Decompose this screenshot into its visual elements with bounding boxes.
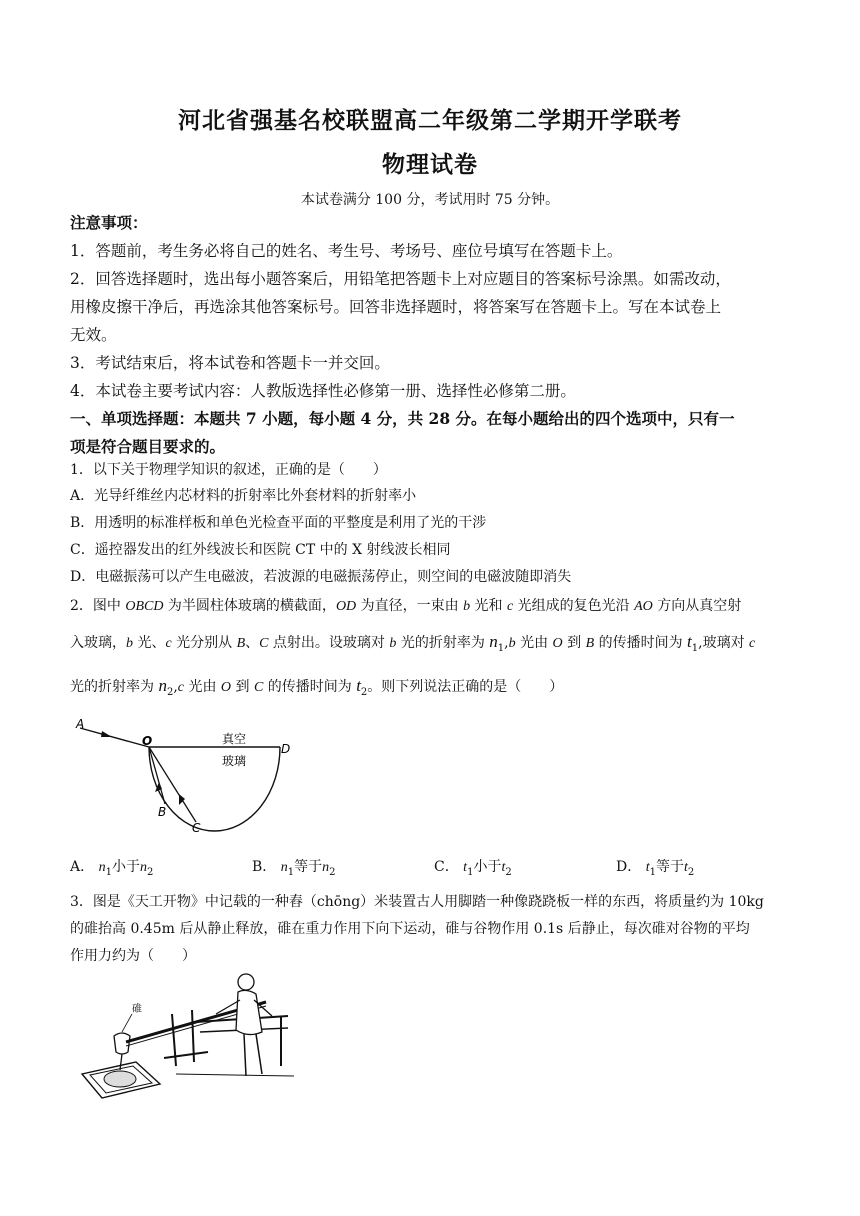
grain-bowl [104,1071,136,1087]
q2-option-c: C． $t_1$小于$t_2$ [434,859,512,878]
frame-post [172,1014,176,1066]
label-vacuum: 真空 [222,732,247,746]
label-pointer [122,1014,132,1032]
q1-stem: 1．以下关于物理学知识的叙述，正确的是（ ） [70,462,387,478]
notice-item: 1．答题前，考生务必将自己的姓名、考生号、考场号、座位号填写在答题卡上。 [70,242,623,260]
ground-line [176,1074,294,1076]
notice-item: 无效。 [70,326,117,344]
q2-option-b: B． $n_1$等于$n_2$ [252,859,336,878]
section-heading: 一、单项选择题：本题共 7 小题，每小题 4 分，共 28 分。在每小题给出的四个选项中，只有一 [70,409,735,428]
q1-option-c: C．遥控器发出的红外线波长和医院 CT 中的 X 射线波长相同 [70,542,451,558]
point-label-d: D [281,742,291,756]
q3-stem-line1: 3．图是《天工开物》中记载的一种舂（chōng）米装置古人用脚踏一种像跷跷板一样的东西，将质量约为 10kg [70,894,764,910]
exam-info: 本试卷满分 100 分，考试用时 75 分钟。 [300,192,560,208]
notice-heading: 注意事项： [70,213,148,232]
q2-stem-line3: 光的折射率为 $n_2,c$ 光由 O 到 C 的传播时间为 $t_2$。则下列说法正确的是（ ） [70,676,564,698]
rice-pounder-illustration [76,966,296,1104]
point-label-o: O [142,734,153,748]
q3-stem-line2: 的碓抬高 0.45m 后从静止释放，碓在重力作用下向下运动，碓与谷物作用 0.1s 后静止，每次碓对谷物的平均 [70,921,750,937]
notice-item: 2．回答选择题时，选出每小题答案后，用铅笔把答题卡上对应题目的答案标号涂黑。如需改动， [70,270,731,288]
notice-item: 用橡皮擦干净后，再选涂其他答案标号。回答非选择题时，将答案写在答题卡上。写在本试卷上 [70,298,722,316]
q1-option-b: B．用透明的标准样板和单色光检查平面的平整度是利用了光的干涉 [70,515,487,531]
point-label-a: A [76,717,85,731]
notice-item: 3．考试结束后，将本试卷和答题卡一并交回。 [70,354,390,372]
point-label-c: C [192,821,201,835]
worker-leg [244,1034,246,1076]
pestle-head [114,1033,130,1054]
semicircle-glass-figure [72,712,302,840]
exam-title: 河北省强基名校联盟高二年级第二学期开学联考 [178,107,682,134]
section-heading-cont: 项是符合题目要求的。 [70,437,226,456]
ray-ob [149,747,165,804]
q2-option-d: D． $t_1$等于$t_2$ [616,859,695,878]
q2-stem-line1: 2．图中 OBCD 为半圆柱体玻璃的横截面，OD 为直径，一束由 b 光和 c 光组成的复色光沿 AO 方向从真空射 [70,598,742,614]
q1-option-a: A．光导纤维丝内芯材料的折射率比外套材料的折射率小 [70,488,417,504]
worker-body [236,990,262,1034]
worker-head [238,974,254,990]
worker-leg [256,1034,262,1074]
q2-option-a: A． $n_1$小于$n_2$ [70,859,154,878]
q1-option-d: D．电磁振荡可以产生电磁波，若波源的电磁振荡停止，则空间的电磁波随即消失 [70,569,572,585]
q3-stem-line3: 作用力约为（ ） [70,948,196,964]
incident-arrow [101,731,112,737]
q2-stem-line2: 入玻璃，b 光、c 光分别从 B、C 点射出。设玻璃对 b 光的折射率为 $n_1,b$ 光由 O 到 B 的传播时间为 $t_1$,玻璃对 c [70,632,756,654]
frame-rail [164,1052,208,1058]
notice-item: 4．本试卷主要考试内容：人教版选择性必修第一册、选择性必修第二册。 [70,382,576,400]
pestle-label: 碓 [132,1004,142,1015]
incident-ray [80,728,149,747]
exam-subject: 物理试卷 [382,151,478,178]
point-label-b: B [158,805,167,819]
label-glass: 玻璃 [222,754,247,768]
semicircle-arc [149,747,280,831]
q2-options [70,856,790,882]
